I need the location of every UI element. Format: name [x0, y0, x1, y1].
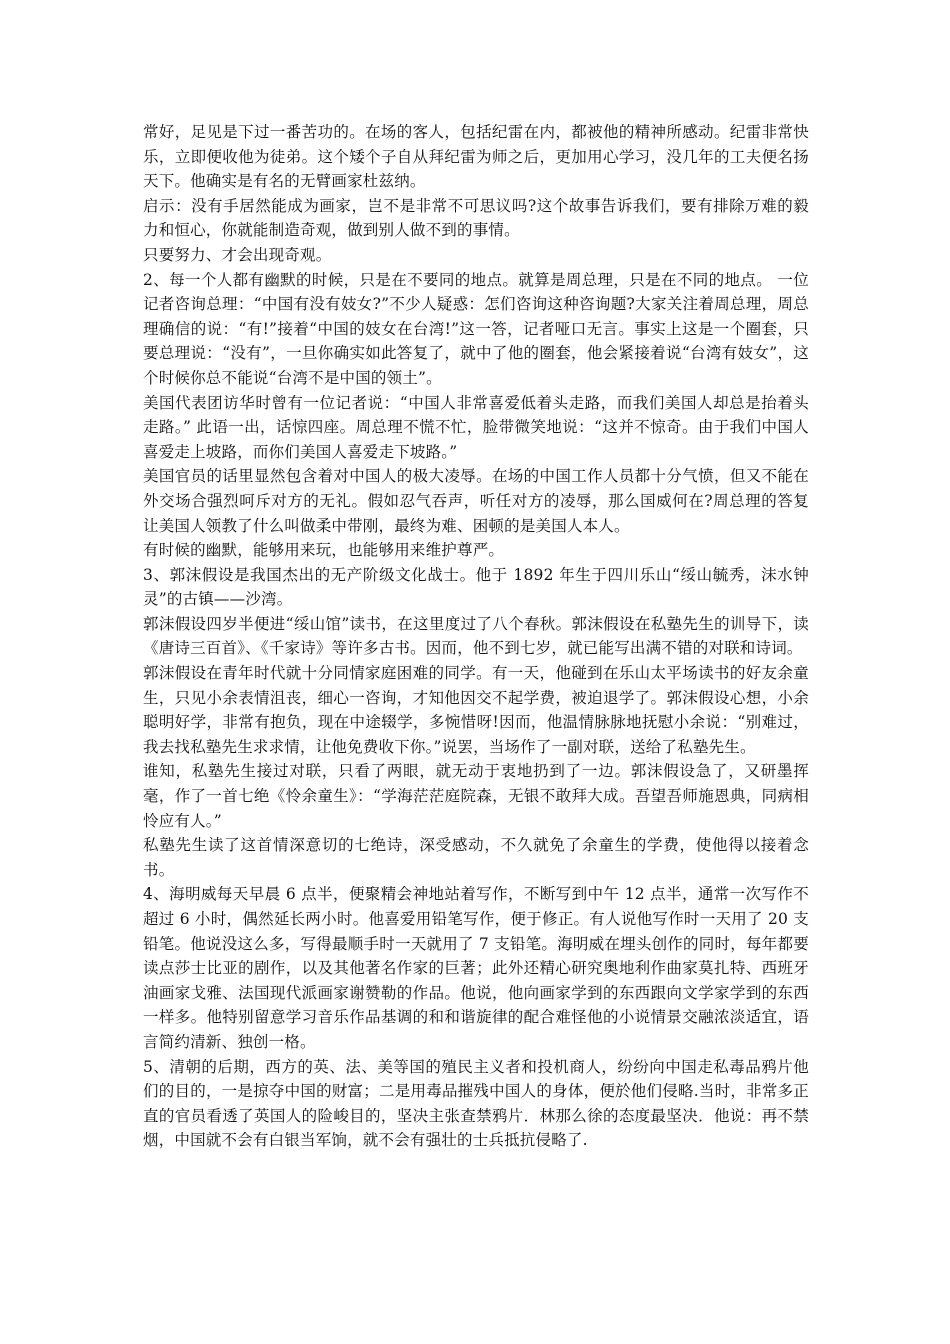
paragraph-guo-moruo-friend: 郭沫假设在青年时代就十分同情家庭困难的同学。有一天，他碰到在乐山太平场读书的好友余童生，只见小余表情沮丧，细心一咨询，才知他因交不起学费，被迫退学了。郭沫假设心想，小余聪明好学，非常有抱负，现在中途辍学，多惋惜呀!因而，他温情脉脉地抚慰小余说：“别难过，我去找私塾先生求求情，让他免费收下你。”说罢，当场作了一副对联，送给了私塾先生。 — [143, 664, 809, 756]
paragraph-premier-humor: 2、每一个人都有幽默的时候，只是在不要同的地点。就算是周总理，只是在不同的地点。 一位记者咨询总理：“中国有没有妓女?”不少人疑惑：怎们咨询这种咨询题?大家关注着周总理，周总理确信的说：“有!”接着“中国的妓女在台湾!”这一答，记者哑口无言。事实上这是一个圈套，只要总理说：“没有”，一旦你确实如此答复了，就中了他的圈套，他会紧接着说“台湾有妓女”，这个时候你总不能说“台湾不是中国的领土”。 — [143, 270, 809, 387]
paragraph-humor-dignity: 有时候的幽默，能够用来玩，也能够用来维护尊严。 — [143, 541, 505, 560]
paragraph-hemingway: 4、海明威每天早晨 6 点半，便聚精会神地站着写作，不断写到中午 12 点半，通常一次写作不超过 6 小时，偶然延长两小时。他喜爱用铅笔写作，便于修正。有人说他写作时一天用了 20 支铅笔。他说没这么多，写得最顺手时一天就用了 7 支铅笔。海明威在埋头创作的同时，每年都要读点莎士比亚的剧作，以及其他著名作家的巨著；此外还精心研究奥地利作曲家莫扎特、西班牙油画家戈雅、法国现代派画家谢赞勒的作品。他说，他向画家学到的东西跟向文学家学到的东西一样多。他特别留意学习音乐作品基调的和和谐旋律的配合难怪他的小说情景交融浓淡适宜，语言简约清新、独创一格。 — [143, 885, 809, 1051]
paragraph-guo-moruo-poem: 谁知，私塾先生接过对联，只看了两眼，就无动于衷地扔到了一边。郭沫假设急了，又研墨挥毫，作了一首七绝《怜余童生》：“学海茫茫庭院森，无银不敢拜大成。吾望吾师施恩典，同病相怜应有人。” — [143, 762, 809, 830]
paragraph-guo-moruo-intro: 3、郭沫假设是我国杰出的无产阶级文化战士。他于 1892 年生于四川乐山“绥山毓秀，沫水钟灵”的古镇——沙湾。 — [143, 565, 809, 609]
paragraph-artist-lesson: 启示：没有手居然能成为画家，岂不是非常不可思议吗?这个故事告诉我们，要有排除万难的毅力和恒心，你就能制造奇观，做到别人做不到的事情。 — [143, 196, 809, 240]
document-page — [143, 120, 809, 1153]
paragraph-us-delegation: 美国代表团访华时曾有一位记者说：“中国人非常喜爱低着头走路，而我们美国人却总是抬着头走路。” 此语一出，话惊四座。周总理不慌不忙，脸带微笑地说：“这并不惊奇。由于我们中国人喜爱走上坡路，而你们美国人喜爱走下坡路。” — [143, 393, 809, 461]
paragraph-us-official-insult: 美国官员的话里显然包含着对中国人的极大凌辱。在场的中国工作人员都十分气愤，但又不能在外交场合强烈呵斥对方的无礼。假如忍气吞声，听任对方的凌辱，那么国威何在?周总理的答复让美国人领教了什么叫做柔中带刚，最终为难、困顿的是美国人本人。 — [143, 467, 809, 535]
paragraph-teacher-moved: 私塾先生读了这首情深意切的七绝诗，深受感动，不久就免了余童生的学费，使他得以接着念书。 — [143, 836, 809, 879]
paragraph-opium: 5、清朝的后期，西方的英、法、美等国的殖民主义者和投机商人，纷纷向中国走私毒品鸦片他们的目的，一是掠夺中国的财富；二是用毒品摧残中国人的身体，便於他们侵略.当时，非常多正直的官员看透了英国人的险峻目的，坚决主张查禁鸦片．林那么徐的态度最坚决．他说：再不禁烟，中国就不会有白银当军饷，就不会有强壮的士兵抵抗侵略了. — [143, 1057, 809, 1150]
paragraph-effort-miracle: 只要努力、才会出现奇观。 — [143, 245, 332, 264]
paragraph-guo-moruo-study: 郭沫假设四岁半便进“绥山馆”读书，在这里度过了八个春秋。郭沫假设在私塾先生的训导下，读《唐诗三百首》、《千家诗》等许多古书。因而，他不到七岁，就已能写出满不错的对联和诗词。 — [143, 614, 809, 658]
paragraph-artist-story-ending: 常好，足见是下过一番苦功的。在场的客人，包括纪雷在内，都被他的精神所感动。纪雷非常快乐，立即便收他为徒弟。这个矮个子自从拜纪雷为师之后，更加用心学习，没几年的工夫便名扬天下。他确实是有名的无臂画家杜兹纳。 — [143, 123, 809, 191]
